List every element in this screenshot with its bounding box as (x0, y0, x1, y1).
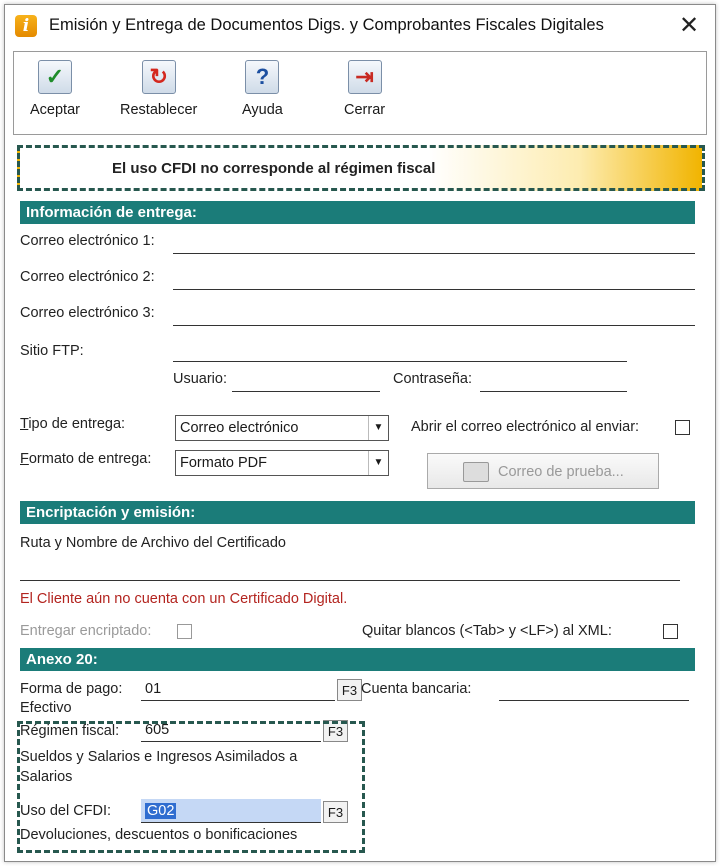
correo2-label: Correo electrónico 2: (20, 269, 155, 285)
cuenta-bancaria-label: Cuenta bancaria: (361, 681, 472, 697)
uso-cfdi-description: Devoluciones, descuentos o bonificaciones (20, 827, 298, 843)
formato-entrega-label: Formato de entrega: (20, 451, 152, 467)
correo1-label: Correo electrónico 1: (20, 233, 155, 249)
cerrar-button[interactable] (344, 60, 385, 118)
entregar-encriptado-label: Entregar encriptado: (20, 623, 152, 639)
regimen-fiscal-f3-button[interactable]: F3 (323, 720, 348, 742)
window-title: Emisión y Entrega de Documentos Digs. y Comprobantes Fiscales Digitales (49, 16, 604, 34)
contrasena-label: Contraseña: (393, 371, 472, 387)
aceptar-label: Aceptar (30, 102, 80, 118)
formato-entrega-value: Formato PDF (180, 455, 268, 471)
dialog-window (4, 4, 716, 862)
checkmark-icon: ✓ (38, 60, 72, 94)
close-window-button[interactable]: ✕ (678, 12, 700, 39)
correo-prueba-button[interactable] (427, 453, 659, 489)
exit-door-icon: ⇥ (348, 60, 382, 94)
uso-cfdi-value: G02 (147, 803, 175, 819)
regimen-fiscal-input[interactable]: 605 (141, 718, 321, 742)
quitar-blancos-checkbox[interactable] (663, 624, 678, 639)
ruta-certificado-input[interactable] (20, 557, 680, 581)
usuario-label: Usuario: (173, 371, 227, 387)
cuenta-bancaria-input[interactable] (499, 677, 689, 701)
usuario-input[interactable] (232, 368, 380, 392)
contrasena-input[interactable] (480, 368, 627, 392)
title-bar (5, 5, 715, 47)
ftp-label: Sitio FTP: (20, 343, 84, 359)
help-icon: ? (245, 60, 279, 94)
aceptar-button[interactable] (30, 60, 80, 118)
abrir-correo-checkbox[interactable] (675, 420, 690, 435)
correo1-input[interactable] (173, 230, 695, 254)
ayuda-label: Ayuda (242, 102, 283, 118)
tipo-entrega-label: Tipo de entrega: (20, 416, 126, 432)
cerrar-label: Cerrar (344, 102, 386, 118)
restablecer-button[interactable] (120, 60, 197, 118)
restablecer-label: Restablecer (120, 102, 198, 118)
forma-pago-f3-button[interactable]: F3 (337, 679, 362, 701)
regimen-uso-highlight-box (17, 721, 365, 853)
uso-cfdi-label: Uso del CFDI: (20, 803, 112, 819)
warning-banner (17, 145, 705, 191)
uso-cfdi-f3-button[interactable]: F3 (323, 801, 348, 823)
entregar-encriptado-checkbox[interactable] (177, 624, 192, 639)
toolbar (13, 51, 707, 135)
warning-message: El uso CFDI no corresponde al régimen fiscal (112, 160, 436, 177)
dropdown-arrow-icon: ▼ (368, 451, 388, 475)
mail-test-icon (463, 462, 489, 482)
ftp-input[interactable] (173, 338, 627, 362)
tipo-entrega-value: Correo electrónico (180, 420, 299, 436)
app-info-icon: i (15, 15, 37, 37)
correo2-input[interactable] (173, 266, 695, 290)
abrir-correo-label: Abrir el correo electrónico al enviar: (411, 419, 640, 435)
forma-pago-input[interactable]: 01 (141, 677, 335, 701)
refresh-icon: ↻ (142, 60, 176, 94)
forma-pago-label: Forma de pago: (20, 681, 123, 697)
quitar-blancos-label: Quitar blancos (<Tab> y <LF>) al XML: (362, 623, 612, 639)
regimen-fiscal-description: Sueldos y Salarios e Ingresos Asimilados a Salarios (20, 749, 298, 785)
tipo-entrega-select[interactable] (175, 415, 389, 441)
section-header-encriptacion: Encriptación y emisión: (20, 501, 695, 524)
correo3-label: Correo electrónico 3: (20, 305, 155, 321)
section-header-anexo: Anexo 20: (20, 648, 695, 671)
dropdown-arrow-icon: ▼ (368, 416, 388, 440)
ayuda-button[interactable] (242, 60, 283, 118)
formato-entrega-select[interactable] (175, 450, 389, 476)
forma-pago-description: Efectivo (20, 701, 72, 715)
ruta-certificado-label: Ruta y Nombre de Archivo del Certificado (20, 535, 286, 551)
correo3-input[interactable] (173, 302, 695, 326)
regimen-fiscal-label: Régimen fiscal: (20, 723, 120, 739)
section-header-entrega: Información de entrega: (20, 201, 695, 224)
correo-prueba-label: Correo de prueba... (498, 464, 624, 480)
certificado-warning: El Cliente aún no cuenta con un Certificado Digital. (20, 591, 348, 607)
